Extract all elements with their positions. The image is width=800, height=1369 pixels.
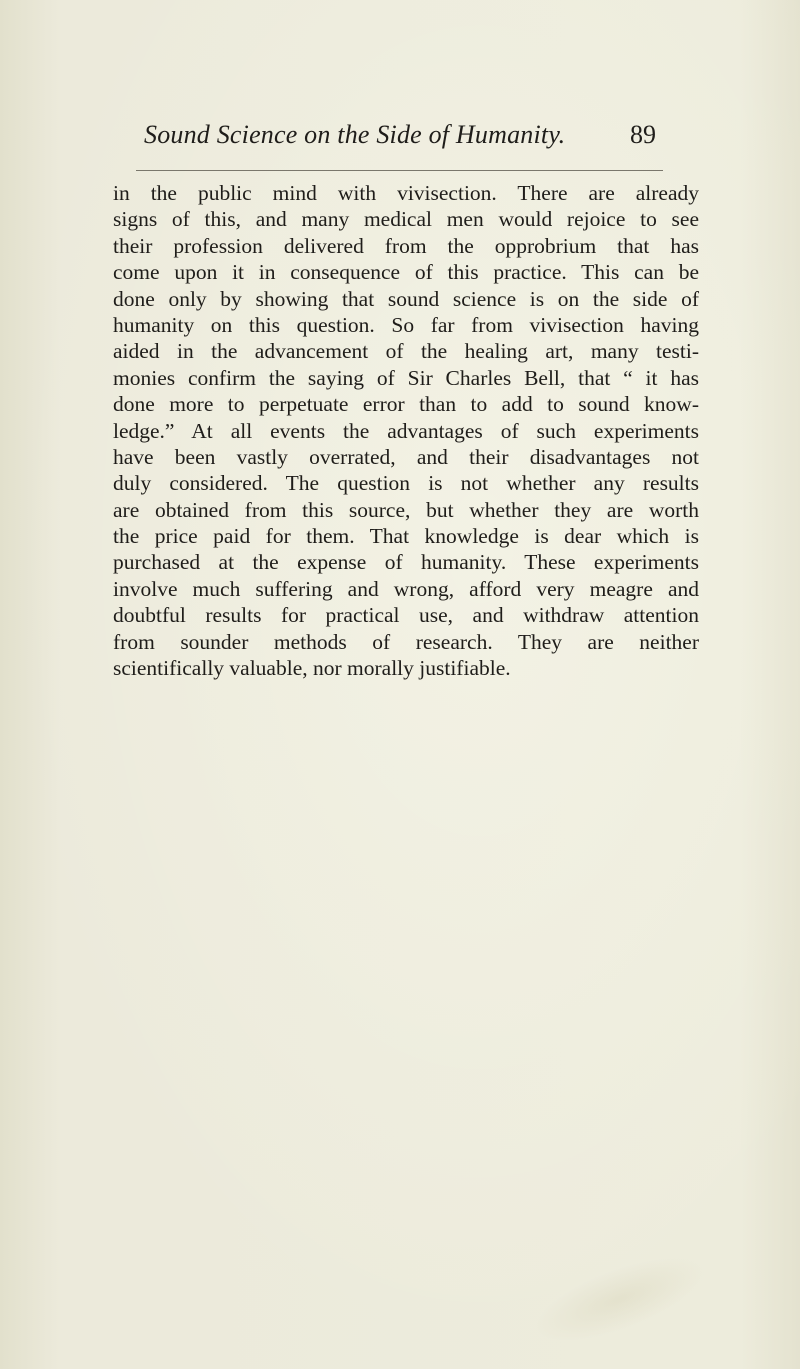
text-line: signs of this, and many medical men would rejoice to see: [113, 207, 699, 232]
text-line: ledge.” At all events the advantages of such experiments: [113, 418, 699, 443]
text-line: monies confirm the saying of Sir Charles Bell, that “ it has: [113, 365, 699, 390]
text-line-last: scientifically valuable, nor morally justifiable.: [113, 656, 511, 681]
text-line: are obtained from this source, but whether they are worth: [113, 497, 699, 522]
text-line: in the public mind with vivisection. There are already: [113, 181, 699, 205]
page-number: 89: [630, 120, 656, 149]
body-paragraph: [113, 180, 699, 681]
text-line: involve much suffering and wrong, afford very meagre and: [113, 576, 699, 601]
text-line: aided in the advancement of the healing art, many testi-: [113, 339, 699, 364]
running-head: [144, 120, 656, 154]
paper-stain: [525, 1240, 715, 1358]
text-line: done only by showing that sound science is on the side of: [113, 286, 699, 311]
text-line: duly considered. The question is not whether any results: [113, 471, 699, 496]
text-line: humanity on this question. So far from vivisection having: [113, 312, 699, 337]
text-line: purchased at the expense of humanity. These experiments: [113, 550, 699, 575]
text-line: from sounder methods of research. They are neither: [113, 629, 699, 654]
text-line: have been vastly overrated, and their disadvantages not: [113, 444, 699, 469]
text-line: doubtful results for practical use, and withdraw attention: [113, 603, 699, 628]
running-title: Sound Science on the Side of Humanity.: [144, 120, 566, 149]
header-rule: [136, 170, 663, 171]
text-line: the price paid for them. That knowledge is dear which is: [113, 524, 699, 549]
text-line: come upon it in consequence of this practice. This can be: [113, 260, 699, 285]
text-line: their profession delivered from the opprobrium that has: [113, 233, 699, 258]
text-line: done more to perpetuate error than to add to sound know-: [113, 392, 699, 417]
